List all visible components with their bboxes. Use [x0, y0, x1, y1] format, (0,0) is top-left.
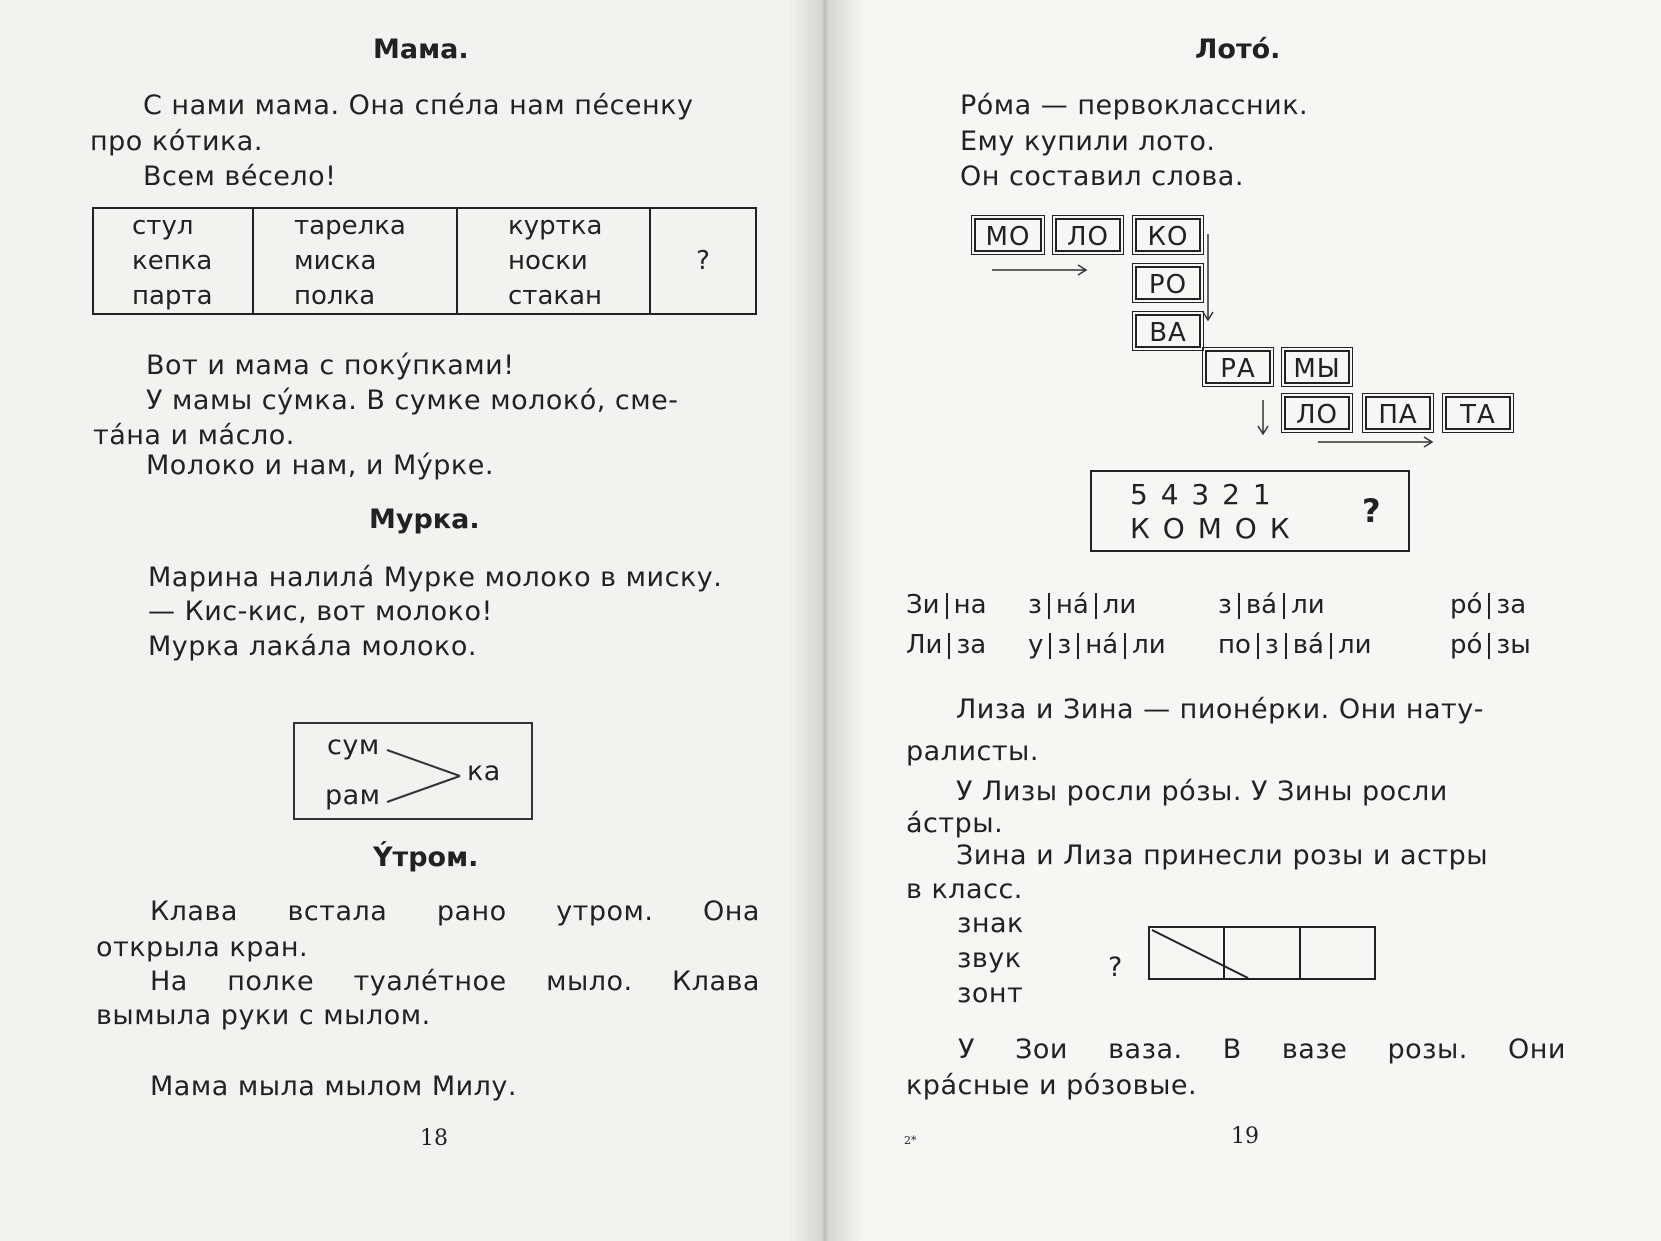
- word-cell: тарелка: [294, 210, 406, 241]
- loto-arrows: [980, 220, 1540, 460]
- text-line: Он составил слова.: [960, 161, 1244, 192]
- scheme-cell: [1150, 928, 1225, 978]
- page-number: 19: [1231, 1124, 1259, 1149]
- syllable: по: [1218, 630, 1251, 660]
- loto-tile: ЛО: [1284, 396, 1350, 430]
- text-line: С нами мама. Она спéла нам пéсенку: [143, 90, 694, 121]
- separator: [948, 633, 950, 659]
- syllable-word: [1218, 590, 1325, 620]
- text-line: вымыла руки с мылом.: [96, 1000, 431, 1031]
- word-table: [92, 207, 757, 315]
- syllable: з: [1264, 630, 1279, 660]
- syllable-word: [1218, 630, 1372, 660]
- syllable: Зи: [906, 590, 940, 620]
- title-murka: Мурка.: [369, 504, 480, 535]
- text-line: áстры.: [906, 808, 1004, 839]
- syllable: нá: [1055, 590, 1089, 620]
- page-number: 18: [420, 1126, 448, 1151]
- syllable-word: [1028, 630, 1166, 660]
- syllable: рó: [1450, 630, 1483, 660]
- question-mark: ?: [1108, 952, 1123, 983]
- text-line: ралисты.: [906, 736, 1039, 767]
- word-zvuk: звук: [957, 943, 1022, 974]
- syllable-word: [906, 630, 986, 660]
- text-line: Лиза и Зина — пионéрки. Они нату-: [956, 694, 1485, 725]
- text-line: открыла кран.: [96, 932, 309, 963]
- loto-tile: КО: [1135, 218, 1201, 252]
- signature-mark: 2*: [904, 1134, 917, 1147]
- word-column-2: [254, 209, 458, 313]
- word-cell: полка: [294, 280, 376, 311]
- word-cell: стакан: [508, 280, 603, 311]
- word: В: [1222, 1034, 1242, 1065]
- text-line: У Лизы росли рóзы. У Зины росли: [956, 776, 1448, 807]
- loto-tile: ЛО: [1055, 218, 1121, 252]
- syllable: ли: [1291, 590, 1325, 620]
- separator: [1488, 593, 1490, 619]
- separator: [1330, 633, 1332, 659]
- syllable-box: [293, 722, 533, 820]
- word-column-3: [458, 209, 651, 313]
- loto-tile: МЫ: [1284, 350, 1350, 384]
- word: встала: [287, 896, 388, 927]
- komok-word: К О М О К: [1130, 512, 1292, 545]
- word: туалéтное: [353, 966, 507, 997]
- book-gutter: [790, 0, 860, 1241]
- separator: [1124, 633, 1126, 659]
- syllable-word: [906, 590, 987, 620]
- text-line-justified: [150, 896, 760, 927]
- separator: [1238, 593, 1240, 619]
- separator: [1283, 593, 1285, 619]
- syllable-ka: ка: [467, 756, 501, 787]
- text-line: тáна и мáсло.: [93, 420, 295, 451]
- komok-box: [1090, 470, 1410, 552]
- text-line-justified: [150, 966, 760, 997]
- separator: [1077, 633, 1079, 659]
- word-column-question: [651, 209, 755, 313]
- text-line: Ему купили лото.: [960, 126, 1216, 157]
- text-line: в класс.: [906, 874, 1023, 905]
- title-utrom: Ýтром.: [373, 842, 479, 873]
- text-line: У мамы сýмка. В сумке молокó, сме-: [146, 385, 679, 416]
- syllable: з: [1057, 630, 1072, 660]
- question-mark: ?: [696, 245, 710, 276]
- separator: [1488, 633, 1490, 659]
- syllable-lines: [295, 724, 531, 818]
- word-column-1: [94, 209, 254, 313]
- sound-scheme: [1148, 926, 1376, 980]
- loto-tile: МО: [974, 218, 1042, 252]
- loto-tile: РО: [1135, 266, 1201, 300]
- syllable: у: [1028, 630, 1044, 660]
- separator: [1285, 633, 1287, 659]
- syllable: вá: [1245, 590, 1278, 620]
- scheme-cell: [1301, 928, 1374, 978]
- loto-tile: ПА: [1365, 396, 1431, 430]
- syllable-word: [1450, 590, 1526, 620]
- word-cell: стул: [132, 210, 194, 241]
- word: полке: [227, 966, 315, 997]
- syllable: ли: [1132, 630, 1166, 660]
- syllable-ram: рам: [325, 780, 381, 811]
- word: мыло.: [546, 966, 633, 997]
- title-loto: Лотó.: [1195, 34, 1281, 65]
- text-line: Вот и мама с покýпками!: [146, 350, 515, 381]
- word: Зои: [1015, 1034, 1068, 1065]
- word-cell: миска: [294, 245, 377, 276]
- text-line-justified: [958, 1034, 1566, 1065]
- text-line: Зина и Лиза принесли розы и астры: [956, 840, 1489, 871]
- separator: [1049, 633, 1051, 659]
- syllable: на: [953, 590, 987, 620]
- komok-numbers: 5 4 3 2 1: [1130, 478, 1273, 511]
- text-line: Всем вéсело!: [143, 161, 337, 192]
- word: У: [958, 1034, 975, 1065]
- syllable: вá: [1292, 630, 1324, 660]
- word: рано: [436, 896, 507, 927]
- text-line: Марина налилá Мурке молоко в миску.: [148, 562, 723, 593]
- word-znak: знак: [957, 908, 1024, 939]
- syllable: Ли: [906, 630, 943, 660]
- loto-tile: РА: [1205, 350, 1271, 384]
- word: Она: [703, 896, 760, 927]
- syllable: рó: [1450, 590, 1483, 620]
- word-cell: кепка: [132, 245, 213, 276]
- word-zont: зонт: [957, 978, 1024, 1009]
- word: Они: [1508, 1034, 1566, 1065]
- separator: [1257, 633, 1259, 659]
- syllable: за: [1496, 590, 1527, 620]
- syllable-sum: сум: [327, 730, 380, 761]
- text-line: Мурка лакáла молоко.: [148, 631, 477, 662]
- word: ваза.: [1108, 1034, 1183, 1065]
- text-line: Молоко и нам, и Мýрке.: [146, 450, 494, 481]
- word: розы.: [1387, 1034, 1468, 1065]
- text-line: про кóтика.: [90, 126, 263, 157]
- word: На: [150, 966, 188, 997]
- syllable: нá: [1085, 630, 1119, 660]
- loto-tile: ТА: [1445, 396, 1511, 430]
- syllable: за: [956, 630, 987, 660]
- loto-tile: ВА: [1135, 314, 1201, 348]
- word: вазе: [1281, 1034, 1348, 1065]
- word-cell: парта: [132, 280, 213, 311]
- text-line: Мама мыла мылом Милу.: [150, 1071, 517, 1102]
- syllable: ли: [1102, 590, 1137, 620]
- separator: [946, 593, 948, 619]
- word: утром.: [556, 896, 654, 927]
- scheme-cell: [1225, 928, 1300, 978]
- word-cell: куртка: [508, 210, 603, 241]
- syllable: ли: [1338, 630, 1372, 660]
- syllable-word: [1028, 590, 1136, 620]
- question-mark: ?: [1362, 492, 1381, 530]
- word: Клава: [150, 896, 238, 927]
- word: Клава: [672, 966, 760, 997]
- text-line: крáсные и рóзовые.: [906, 1070, 1198, 1101]
- syllable: з: [1218, 590, 1232, 620]
- text-line: Рóма — первоклассник.: [960, 90, 1309, 121]
- syllable-word: [1450, 630, 1531, 660]
- word-cell: носки: [508, 245, 588, 276]
- syllable: зы: [1496, 630, 1531, 660]
- separator: [1095, 593, 1097, 619]
- title-mama: Мама.: [373, 34, 469, 65]
- separator: [1048, 593, 1050, 619]
- text-line: — Кис-кис, вот молоко!: [148, 596, 493, 627]
- syllable: з: [1028, 590, 1042, 620]
